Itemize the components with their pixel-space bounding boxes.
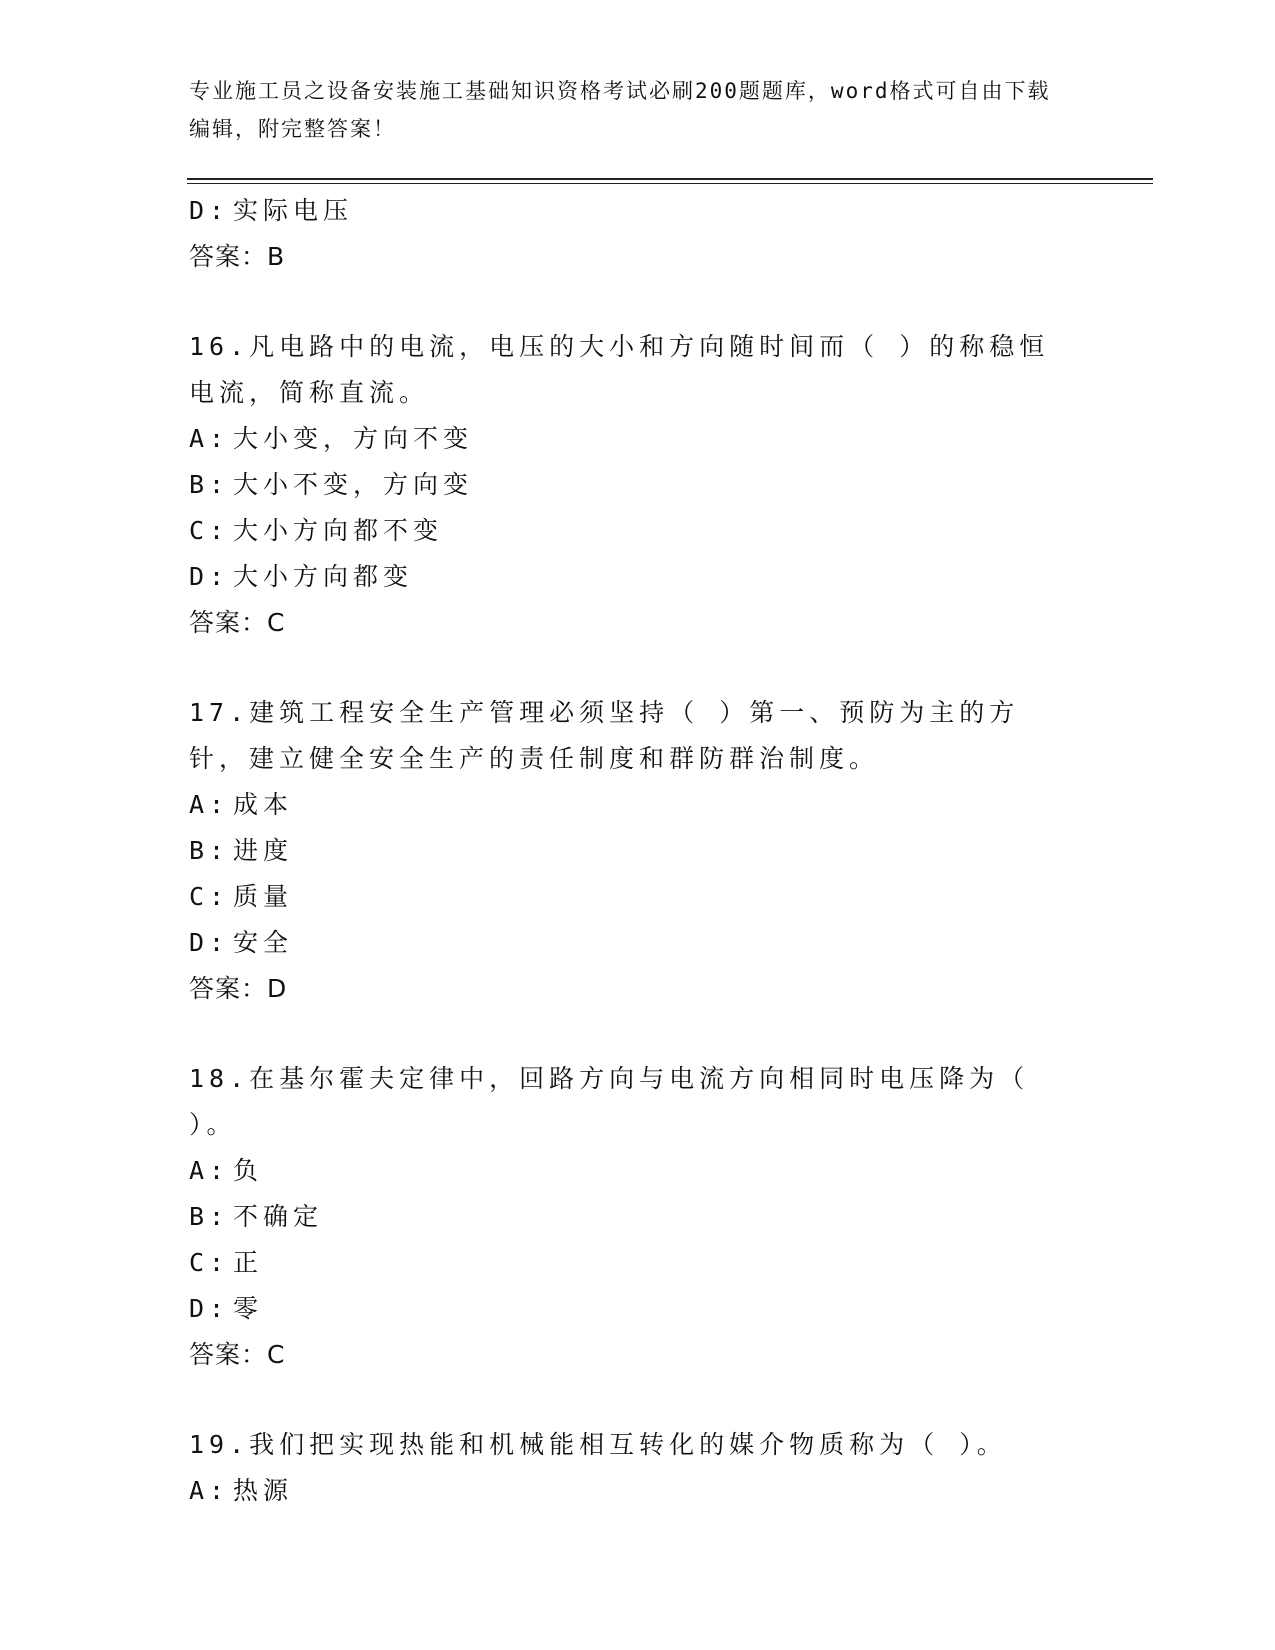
answer-line: 答案：B bbox=[189, 242, 286, 271]
header-rule-thin bbox=[187, 183, 1153, 184]
answer-line: 答案：D bbox=[189, 974, 288, 1003]
option-line bbox=[189, 1194, 1069, 1240]
option-text: 热源 bbox=[233, 1476, 294, 1505]
option-key: C: bbox=[189, 516, 230, 545]
option-line bbox=[189, 782, 1069, 828]
option-key: D: bbox=[189, 1294, 230, 1323]
spacer bbox=[189, 1378, 1069, 1422]
option-line bbox=[189, 188, 1069, 234]
option-key: A: bbox=[189, 790, 230, 819]
option-text: 质量 bbox=[233, 882, 294, 911]
continued-question bbox=[189, 188, 1069, 280]
option-key: B: bbox=[189, 470, 230, 499]
option-line bbox=[189, 416, 1069, 462]
option-text: 正 bbox=[233, 1248, 264, 1277]
option-line bbox=[189, 508, 1069, 554]
question-text: 16.凡电路中的电流，电压的大小和方向随时间而（ ）的称稳恒电流，简称直流。 bbox=[189, 332, 1050, 407]
option-text: 大小方向都不变 bbox=[233, 516, 444, 545]
spacer bbox=[189, 1012, 1069, 1056]
question-19 bbox=[189, 1422, 1069, 1514]
question-16 bbox=[189, 324, 1069, 646]
question-18 bbox=[189, 1056, 1069, 1378]
question-text: 19.我们把实现热能和机械能相互转化的媒介物质称为（ ）。 bbox=[189, 1430, 1007, 1459]
question-text: 18.在基尔霍夫定律中，回路方向与电流方向相同时电压降为（ ）。 bbox=[189, 1064, 1030, 1139]
option-line bbox=[189, 462, 1069, 508]
option-text: 成本 bbox=[233, 790, 294, 819]
option-text: 大小变，方向不变 bbox=[233, 424, 474, 453]
question-list bbox=[189, 188, 1069, 1514]
header-rule-thick bbox=[187, 178, 1153, 180]
option-key: A: bbox=[189, 1476, 230, 1505]
option-line bbox=[189, 1468, 1069, 1514]
option-text: 零 bbox=[233, 1294, 264, 1323]
option-text: 负 bbox=[233, 1156, 264, 1185]
option-key: C: bbox=[189, 882, 230, 911]
option-key: B: bbox=[189, 836, 230, 865]
option-line bbox=[189, 874, 1069, 920]
spacer bbox=[189, 280, 1069, 324]
option-key: B: bbox=[189, 1202, 230, 1231]
option-text: 实际电压 bbox=[233, 196, 354, 225]
option-line bbox=[189, 1240, 1069, 1286]
option-key: D: bbox=[189, 196, 230, 225]
question-text: 17.建筑工程安全生产管理必须坚持（ ）第一、预防为主的方针，建立健全安全生产的责任制度和群防群治制度。 bbox=[189, 698, 1020, 773]
option-line bbox=[189, 1286, 1069, 1332]
option-key: D: bbox=[189, 928, 230, 957]
option-line bbox=[189, 554, 1069, 600]
option-text: 不确定 bbox=[233, 1202, 324, 1231]
option-text: 大小方向都变 bbox=[233, 562, 414, 591]
answer-line: 答案：C bbox=[189, 608, 286, 637]
option-key: D: bbox=[189, 562, 230, 591]
option-key: A: bbox=[189, 1156, 230, 1185]
option-text: 安全 bbox=[233, 928, 294, 957]
option-line bbox=[189, 1148, 1069, 1194]
question-17 bbox=[189, 690, 1069, 1012]
option-key: C: bbox=[189, 1248, 230, 1277]
option-line bbox=[189, 920, 1069, 966]
option-text: 大小不变，方向变 bbox=[233, 470, 474, 499]
spacer bbox=[189, 646, 1069, 690]
answer-line: 答案：C bbox=[189, 1340, 286, 1369]
option-line bbox=[189, 828, 1069, 874]
document-header: 专业施工员之设备安装施工基础知识资格考试必刷200题题库，word格式可自由下载编辑，附完整答案！ bbox=[189, 79, 1051, 141]
option-text: 进度 bbox=[233, 836, 294, 865]
option-key: A: bbox=[189, 424, 230, 453]
